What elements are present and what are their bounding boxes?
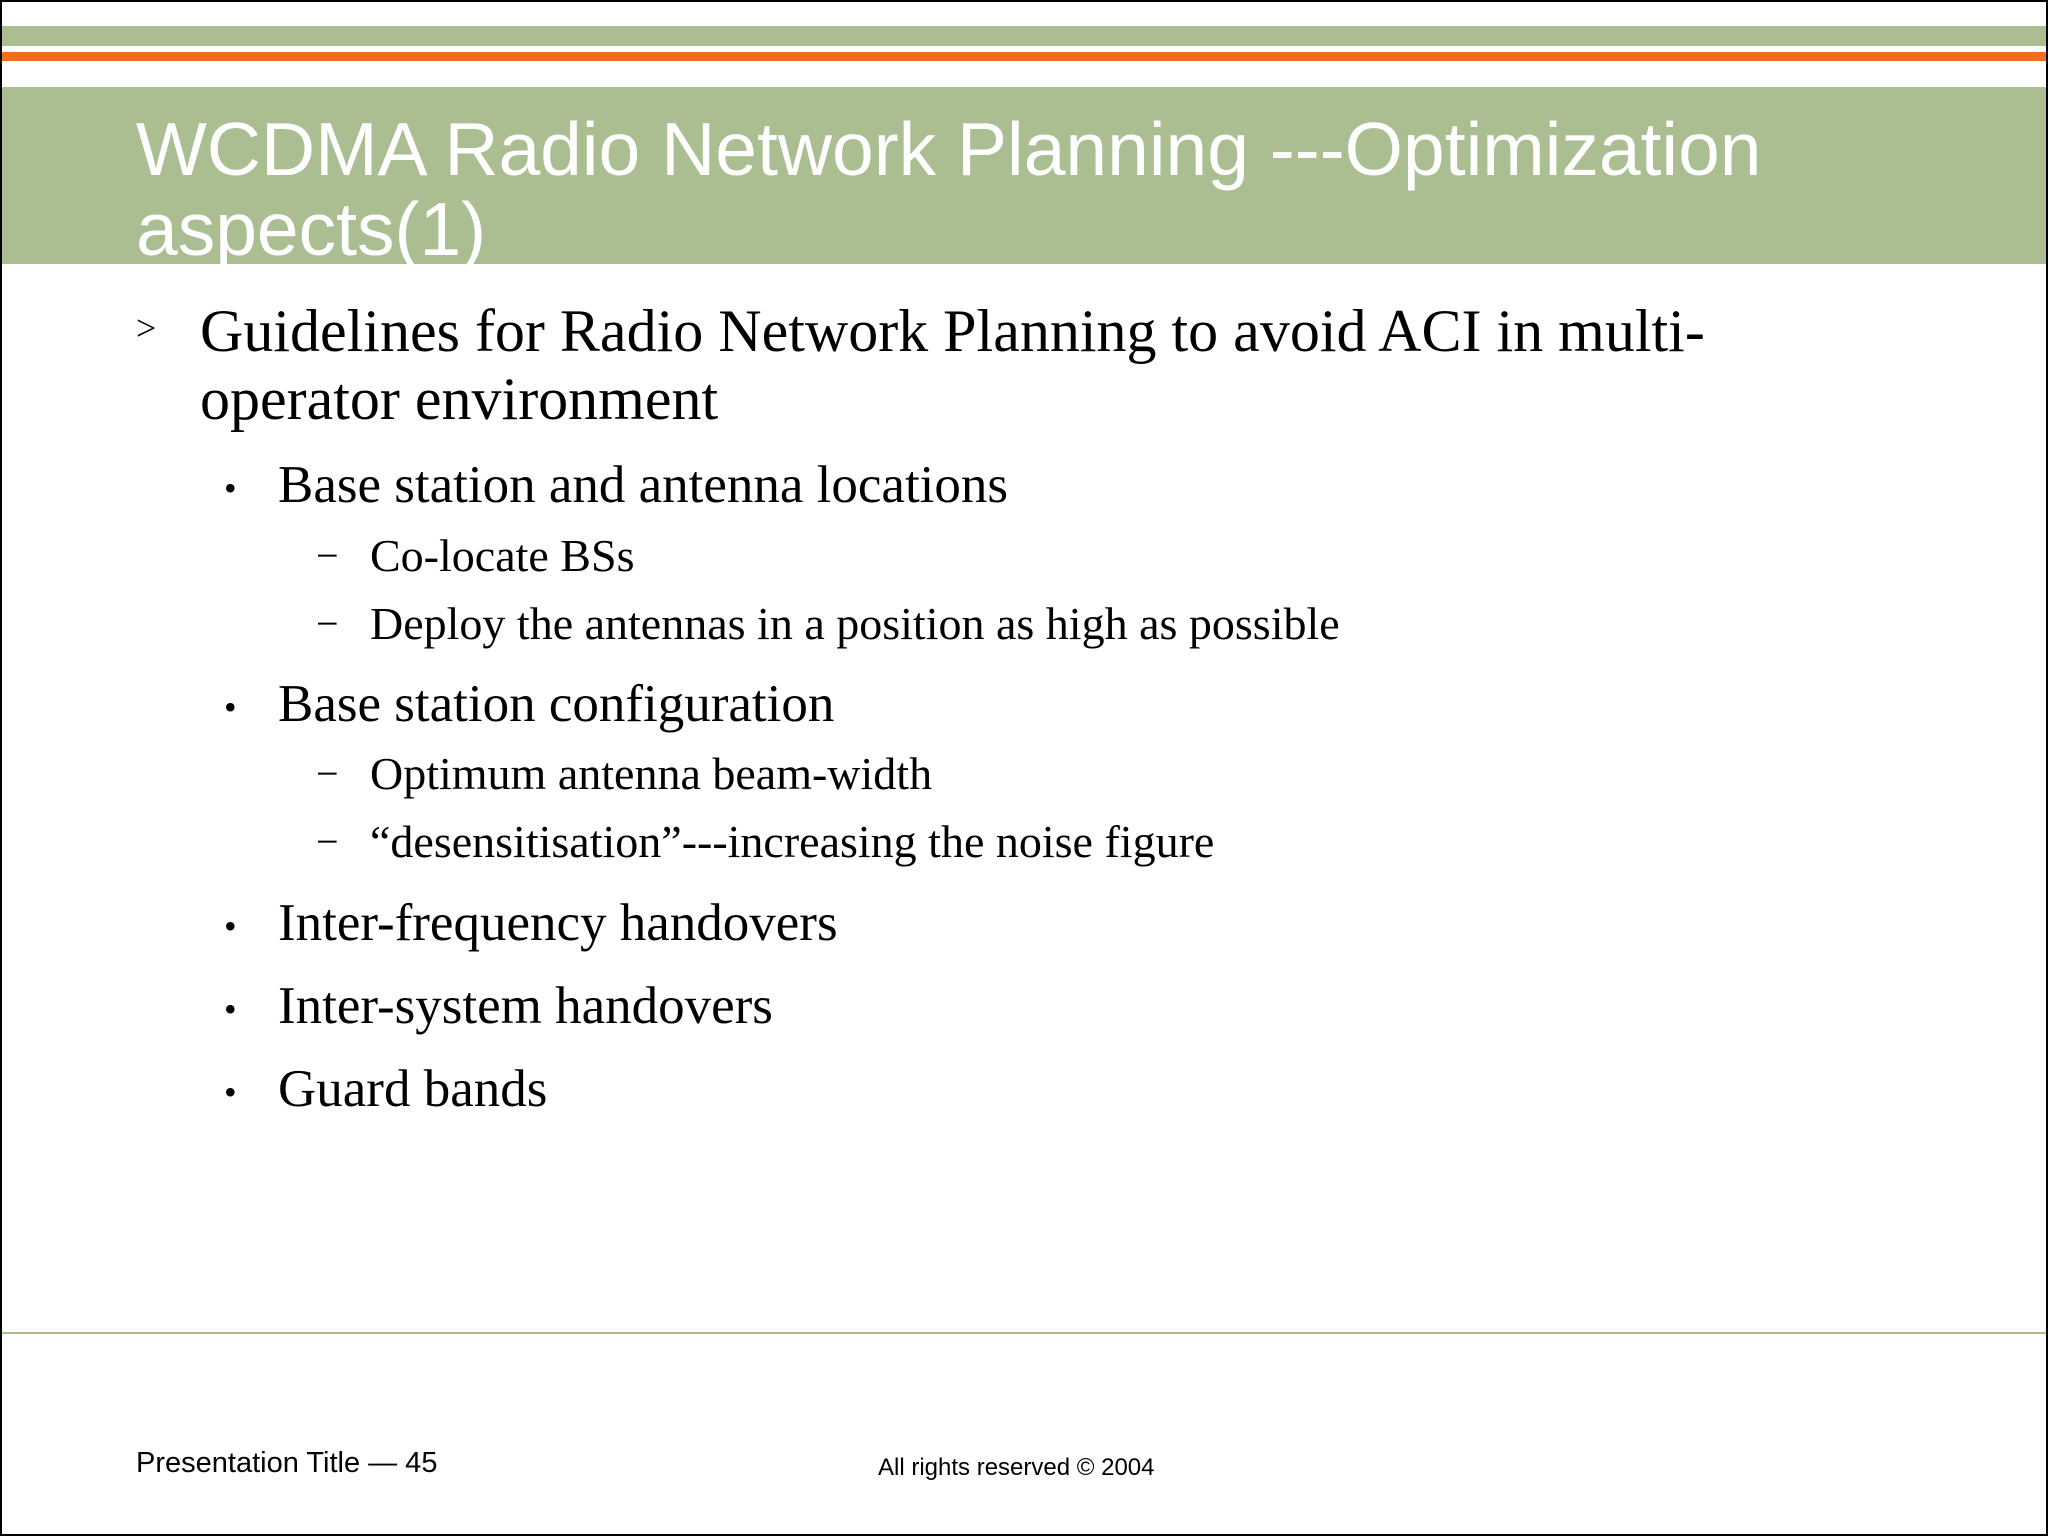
slide-title: WCDMA Radio Network Planning ---Optimization aspects(1) xyxy=(136,107,1762,271)
bullet-marker: • xyxy=(224,906,237,946)
sub-list-item: Optimum antenna beam-width xyxy=(370,748,933,799)
bullet-marker: • xyxy=(224,989,237,1029)
top-orange-band xyxy=(2,52,2048,61)
bullet-marker: • xyxy=(224,468,237,508)
bullet-marker: • xyxy=(224,687,237,727)
dash-marker: − xyxy=(316,819,339,864)
dash-marker: − xyxy=(316,751,339,796)
footer-divider xyxy=(2,1332,2048,1334)
list-item: Inter-system handovers xyxy=(278,977,773,1035)
bullet-marker: • xyxy=(224,1072,237,1112)
footer-presentation-label: Presentation Title — 45 xyxy=(136,1447,438,1479)
sub-list-item: Deploy the antennas in a position as high as possible xyxy=(370,598,1340,649)
footer-copyright: All rights reserved © 2004 xyxy=(878,1454,1155,1481)
list-item: Base station and antenna locations xyxy=(278,456,1009,514)
dash-marker: − xyxy=(316,533,339,578)
list-item: Base station configuration xyxy=(278,675,835,733)
list-item: Inter-frequency handovers xyxy=(278,894,838,952)
sub-list-item: “desensitisation”---increasing the noise figure xyxy=(370,816,1215,867)
sub-list-item: Co-locate BSs xyxy=(370,530,635,581)
level1-marker: > xyxy=(136,308,157,348)
list-item: Guard bands xyxy=(278,1060,548,1118)
dash-marker: − xyxy=(316,601,339,646)
top-green-band xyxy=(2,26,2048,46)
level1-text: Guidelines for Radio Network Planning to avoid ACI in multi-operator environment xyxy=(200,298,1705,432)
